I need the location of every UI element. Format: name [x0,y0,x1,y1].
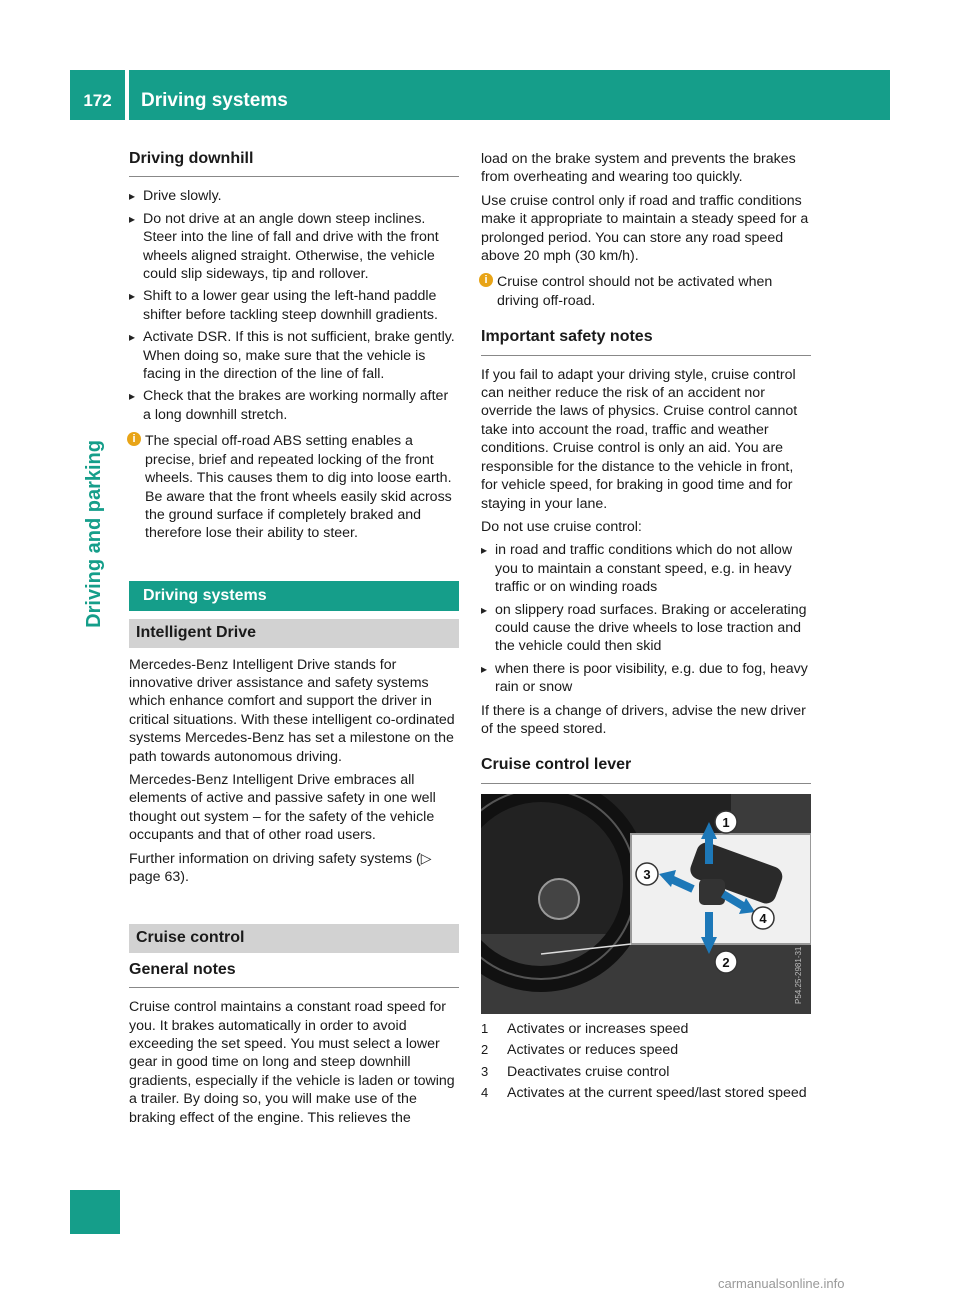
list-item: ▸ when there is poor visibility, e.g. due to fog, heavy rain or snow [481,660,811,697]
info-icon: i [479,273,493,287]
heading-general-notes: General notes [129,961,459,988]
list-item: ▸ Check that the brakes are working normally after a long downhill stretch. [129,387,459,424]
note-text: The special off-road ABS setting enables a precise, brief and repeated locking of the front wheels. This causes them to dig into loose earth. Be aware that the front wheels easily skid across the ground surface if completely braked and therefore lose their ability to steer. [145,433,452,542]
legend-number: 2 [481,1042,489,1058]
steering-emblem [539,879,579,919]
list-item: ▸ Do not drive at an angle down steep inclines. Steer into the line of fall and drive with the front wheels aligned straight. Otherwise, the vehicle could slip sideways, tip and rollover. [129,210,459,284]
header-divider [125,70,129,120]
legend-item-2 [481,1041,811,1059]
info-note [481,273,811,310]
paragraph: If you fail to adapt your driving style, cruise control can neither reduce the risk of an accident nor override the laws of physics. Cruise control cannot take into account the road, traffic and weather conditions. Cruise control is only an aid. You are responsible for the distance to the vehicle in front, for vehicle speed, for braking in good time and for staying in your lane. [481,366,798,512]
side-section-label: Driving and parking [83,440,105,628]
legend-text: Activates or increases speed [507,1020,689,1037]
legend-number: 1 [481,1020,489,1036]
thumb-tab [70,1190,120,1234]
info-icon: i [127,432,141,446]
list-item: ▸ in road and traffic conditions which do not allow you to maintain a constant speed, e.g. in heavy traffic or on winding roads [481,541,811,596]
note-text: Cruise control should not be activated when driving off-road. [497,274,773,309]
footer-watermark: carmanualsonline.info [718,1276,845,1291]
list-item: ▸ Activate DSR. If this is not sufficient, brake gently. When doing so, make sure that the vehicle is facing in the direction of the line of fall. [129,328,459,383]
safety-list [481,541,811,696]
paragraph: Mercedes-Benz Intelligent Drive embraces all elements of active and passive safety in one well thought out system – for the safety of the vehicle occupants and that of other road users. [129,771,436,844]
left-column [129,150,459,1132]
svg-text:1: 1 [722,814,730,830]
cruise-control-lever-figure [481,794,811,1014]
svg-text:4: 4 [759,910,767,926]
legend-text: Activates or reduces speed [507,1042,679,1059]
list-item: ▸ Drive slowly. [129,187,459,205]
legend-number: 3 [481,1063,489,1079]
paragraph: Do not use cruise control: [481,518,642,535]
list-item: ▸ on slippery road surfaces. Braking or accelerating could cause the drive wheels to lose traction and the vehicle could then skid [481,601,811,656]
svg-text:2: 2 [722,954,730,970]
paragraph: If there is a change of drivers, advise the new driver of the speed stored. [481,702,806,737]
figure-code: P54.25-2981-31 [794,946,803,1004]
legend-item-4 [481,1084,811,1102]
heading-important-safety-notes: Important safety notes [481,328,811,355]
subsection-intelligent-drive: Intelligent Drive [129,619,459,647]
page-number: 172 [83,91,112,110]
section-band-driving-systems: Driving systems [129,581,459,611]
lever-illustration [481,794,811,1014]
legend-text: Activates at the current speed/last stored speed [507,1085,807,1101]
legend-item-3 [481,1063,811,1081]
list-item: ▸ Shift to a lower gear using the left-hand paddle shifter before tackling steep downhill gradients. [129,287,459,324]
heading-driving-downhill: Driving downhill [129,150,459,177]
heading-cruise-control-lever: Cruise control lever [481,756,811,783]
page-reference[interactable]: Further information on driving safety systems (▷ page 63). [129,850,432,885]
downhill-list [129,187,459,424]
paragraph: Cruise control maintains a constant road speed for you. It brakes automatically in order to avoid exceeding the set speed. You must select a lower gear in good time on long and steep downhill gradients, especially if the vehicle is laden or towing a trailer. By doing so, you will make use of the braking effect of the engine. This relieves the [129,999,455,1126]
info-note [129,432,459,542]
paragraph: load on the brake system and prevents the brakes from overheating and wearing too quickly. [481,151,796,186]
legend-item-1 [481,1020,811,1038]
svg-text:3: 3 [643,866,651,882]
subsection-cruise-control: Cruise control [129,924,459,952]
legend-number: 4 [481,1085,489,1100]
header-title: Driving systems [141,90,288,111]
paragraph: Use cruise control only if road and traffic conditions make it appropriate to maintain a steady speed for a prolonged period. You can store any road speed above 20 mph (30 km/h). [481,192,809,265]
legend-text: Deactivates cruise control [507,1063,670,1080]
paragraph: Mercedes-Benz Intelligent Drive stands for innovative driver assistance and safety systems which enhance comfort and support the driver in critical situations. With these intelligent co-ordinated systems Mercedes-Benz has set a milestone on the path towards autonomous driving. [129,656,455,765]
right-column [481,150,811,1105]
